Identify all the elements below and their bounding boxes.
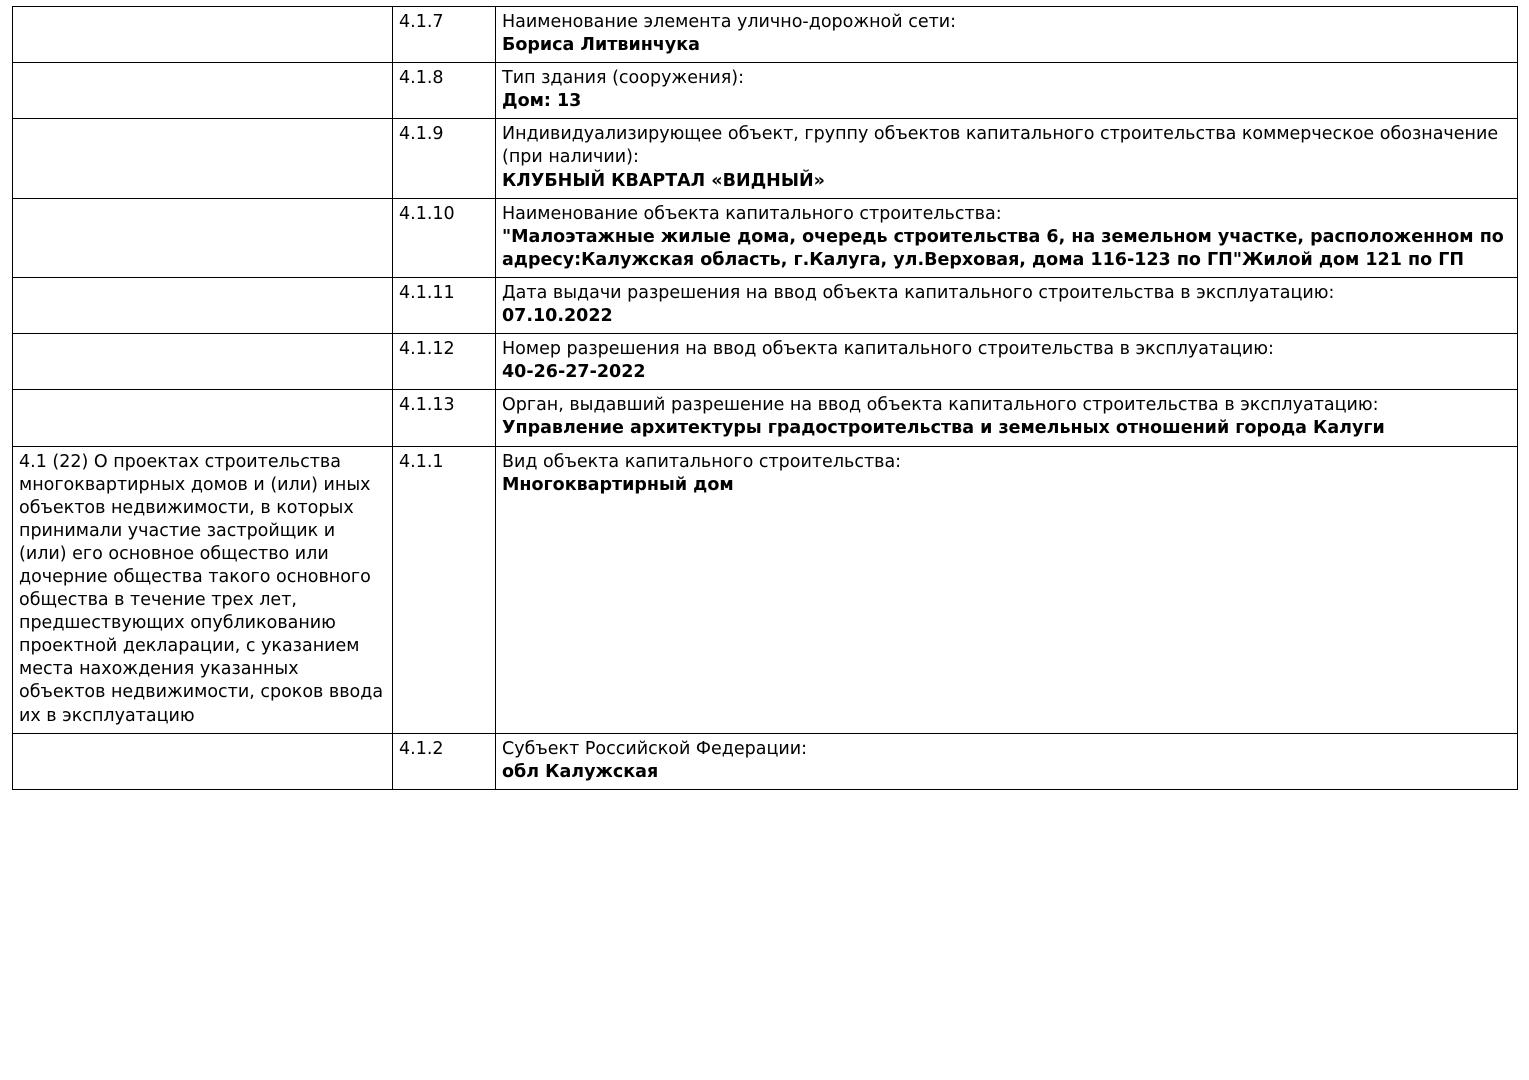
field-title: Субъект Российской Федерации:	[502, 738, 807, 759]
field-value: Бориса Литвинчука	[502, 35, 700, 56]
field-title: Дата выдачи разрешения на ввод объекта капитального строительства в эксплуатацию:	[502, 282, 1335, 303]
row-value-cell	[496, 119, 1518, 198]
row-code-cell: 4.1.1	[393, 446, 496, 733]
field-title: Вид объекта капитального строительства:	[502, 451, 902, 472]
row-label-cell	[13, 334, 393, 390]
field-value: Управление архитектуры градостроительства и земельных отношений города Калуги	[502, 418, 1385, 439]
declaration-table	[12, 6, 1518, 790]
row-value-cell	[496, 7, 1518, 63]
row-value-cell	[496, 198, 1518, 277]
row-label-cell	[13, 390, 393, 446]
field-value: Многоквартирный дом	[502, 474, 734, 495]
table-row	[13, 198, 1518, 277]
field-value: "Малоэтажные жилые дома, очередь строительства 6, на земельном участке, расположенном по адресу:Калужская область, г.Калуга, ул.Верховая, дома 116-123 по ГП"Жилой дом 121 по ГП	[502, 226, 1504, 270]
row-label-cell	[13, 63, 393, 119]
table-row	[13, 119, 1518, 198]
row-code-cell: 4.1.7	[393, 7, 496, 63]
row-label-cell	[13, 7, 393, 63]
row-label-cell	[13, 733, 393, 789]
field-title: Орган, выдавший разрешение на ввод объекта капитального строительства в эксплуатацию:	[502, 395, 1379, 416]
row-label-cell	[13, 119, 393, 198]
table-row	[13, 733, 1518, 789]
table-row	[13, 334, 1518, 390]
field-title: Наименование объекта капитального строительства:	[502, 203, 1002, 224]
field-title: Тип здания (сооружения):	[502, 68, 745, 89]
row-code-cell: 4.1.13	[393, 390, 496, 446]
table-row	[13, 390, 1518, 446]
row-code-cell: 4.1.12	[393, 334, 496, 390]
row-code-cell: 4.1.11	[393, 277, 496, 333]
field-value: 07.10.2022	[502, 306, 613, 327]
row-code-cell: 4.1.8	[393, 63, 496, 119]
table-row	[13, 7, 1518, 63]
row-value-cell	[496, 733, 1518, 789]
field-value: 40-26-27-2022	[502, 362, 646, 383]
row-code-cell: 4.1.2	[393, 733, 496, 789]
field-title: Наименование элемента улично-дорожной сети:	[502, 12, 957, 32]
row-value-cell	[496, 446, 1518, 733]
field-title: Номер разрешения на ввод объекта капитального строительства в эксплуатацию:	[502, 339, 1274, 360]
row-label-cell	[13, 198, 393, 277]
field-value: Дом: 13	[502, 91, 582, 112]
field-title: Индивидуализирующее объект, группу объектов капитального строительства коммерческое обозначение (при наличии):	[502, 124, 1499, 168]
row-value-cell	[496, 334, 1518, 390]
row-value-cell	[496, 277, 1518, 333]
table-row	[13, 277, 1518, 333]
row-value-cell	[496, 390, 1518, 446]
field-value: КЛУБНЫЙ КВАРТАЛ «ВИДНЫЙ»	[502, 170, 825, 191]
section-label-cell: 4.1 (22) О проектах строительства многоквартирных домов и (или) иных объектов недвижимости, в которых принимали участие застройщик и (или) его основное общество или дочерние общества такого основного общества в течение трех лет, предшествующих опубликованию проектной декларации, с указанием места нахождения указанных объектов недвижимости, сроков ввода их в эксплуатацию	[13, 446, 393, 733]
row-code-cell: 4.1.10	[393, 198, 496, 277]
table-row-section	[13, 446, 1518, 733]
row-label-cell	[13, 277, 393, 333]
field-value: обл Калужская	[502, 761, 659, 782]
row-code-cell: 4.1.9	[393, 119, 496, 198]
row-value-cell	[496, 63, 1518, 119]
table-row	[13, 63, 1518, 119]
